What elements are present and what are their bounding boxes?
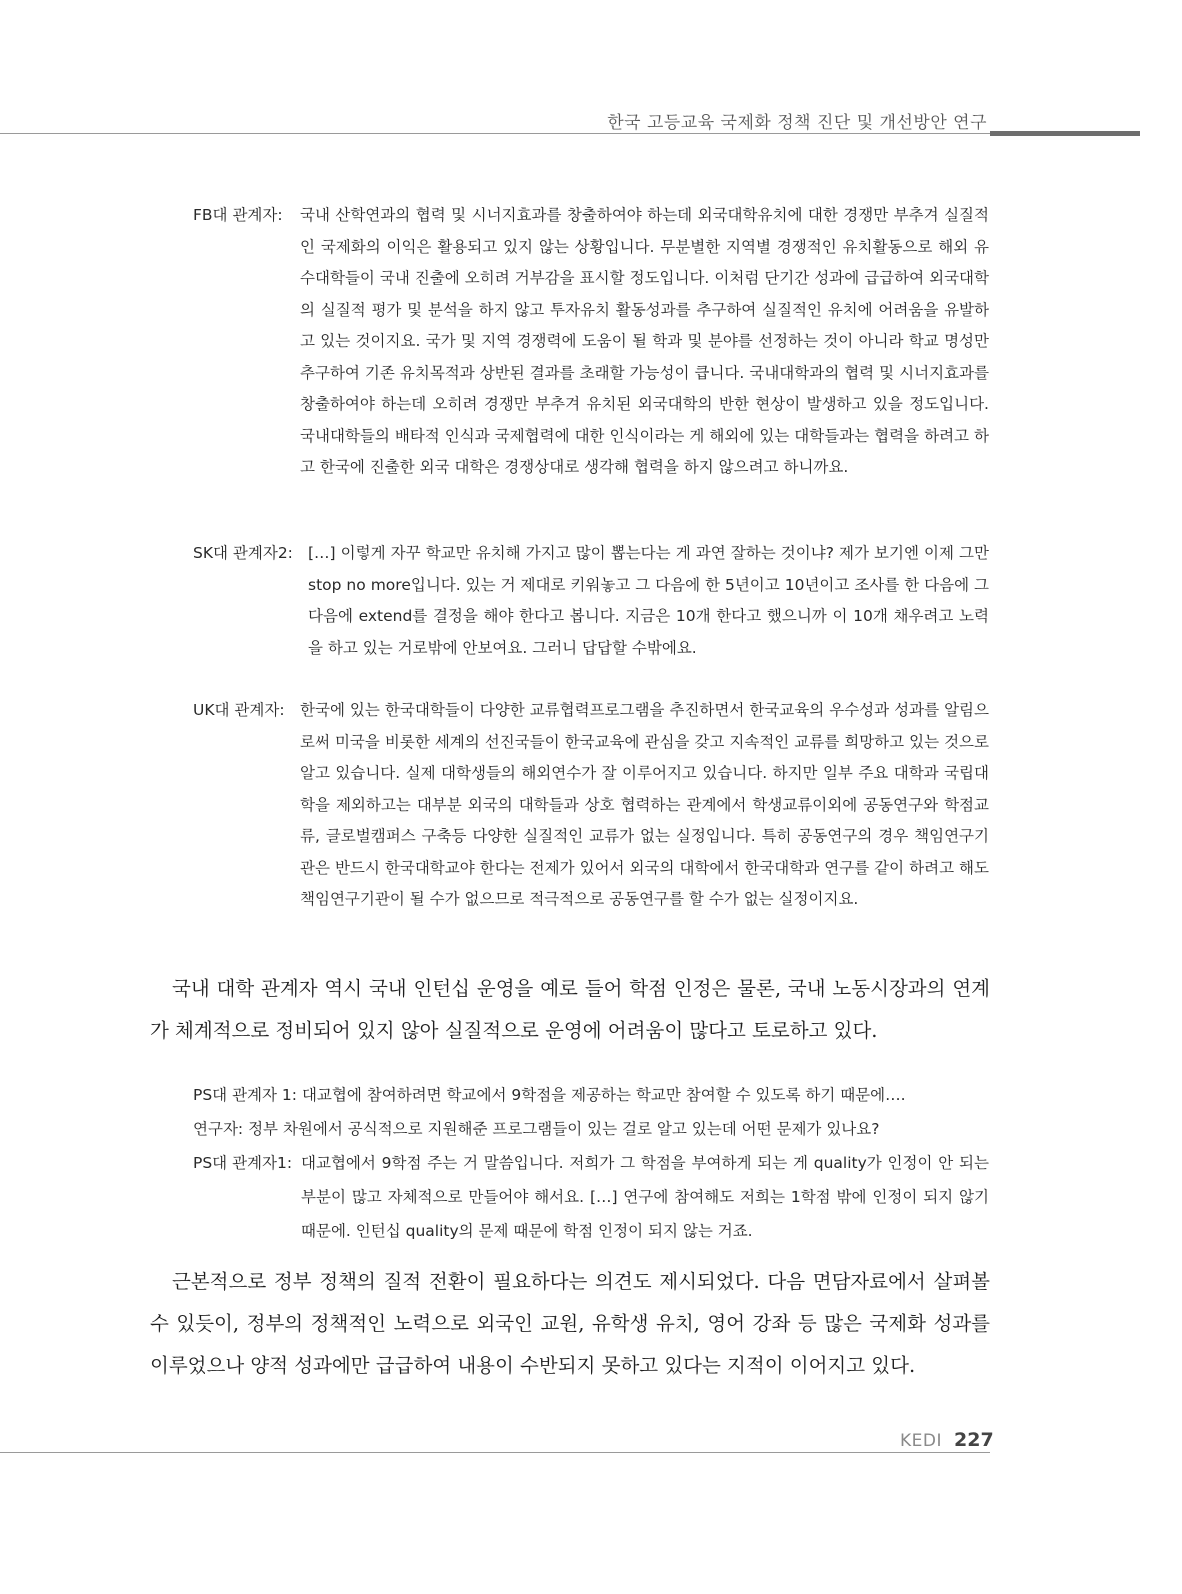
dialogue-line: PS대 관계자 1: 대교협에 참여하려면 학교에서 9학점을 제공하는 학교만 참여할 수 있도록 하기 때문에…. bbox=[193, 1086, 906, 1104]
body-paragraph: 국내 대학 관계자 역시 국내 인턴십 운영을 예로 들어 학점 인정은 물론, 국내 노동시장과의 연계가 체계적으로 정비되어 있지 않아 실질적으로 운영에 어려움이 많다고 토로하고 있다. bbox=[150, 977, 990, 1042]
interview-quote-uk bbox=[193, 695, 989, 916]
quote-speaker: UK대 관계자: bbox=[193, 701, 285, 719]
footer-publisher: KEDI bbox=[900, 1431, 942, 1451]
page-number: 227 bbox=[954, 1429, 994, 1451]
quote-speaker: PS대 관계자1: bbox=[193, 1154, 293, 1172]
quote-speaker: FB대 관계자: bbox=[193, 206, 283, 224]
interview-quote-fb bbox=[193, 200, 989, 484]
quote-text: […] 이렇게 자꾸 학교만 유치해 가지고 많이 뽑는다는 게 과연 잘하는 것이냐? 제가 보기엔 이제 그만 stop no more입니다. 있는 거 제대로 키워놓고 그 다음에 한 5년이고 10년이고 조사를 한 다음에 그다음에 extend를 결정을 해야 한다고 봅니다. 지금은 10개 한다고 했으니까 이 10개 채우려고 노력을 하고 있는 거로밖에 안보여요. 그러니 답답할 수밖에요. bbox=[308, 544, 989, 657]
interview-quote-sk bbox=[193, 538, 989, 664]
quote-speaker: SK대 관계자2: bbox=[193, 544, 293, 562]
dialogue-line: 연구자: 정부 차원에서 공식적으로 지원해준 프로그램들이 있는 걸로 알고 있는데 어떤 문제가 있나요? bbox=[193, 1120, 880, 1138]
quote-text: 한국에 있는 한국대학들이 다양한 교류협력프로그램을 추진하면서 한국교육의 우수성과 성과를 알림으로써 미국을 비롯한 세계의 선진국들이 한국교육에 관심을 갖고 지속적인 교류를 희망하고 있는 것으로 알고 있습니다. 실제 대학생들의 해외연수가 잘 이루어지고 있습니다. 하지만 일부 주요 대학과 국립대학을 제외하고는 대부분 외국의 대학들과 상호 협력하는 관계에서 학생교류이외에 공동연구와 학점교류, 글로벌캠퍼스 구축등 다양한 실질적인 교류가 없는 실정입니다. 특히 공동연구의 경우 책임연구기관은 반드시 한국대학교야 한다는 전제가 있어서 외국의 대학에서 한국대학과 연구를 같이 하려고 해도 책임연구기관이 될 수가 없으므로 적극적으로 공동연구를 할 수가 없는 실정이지요. bbox=[300, 701, 989, 908]
header-rule-accent bbox=[990, 131, 1140, 136]
running-header-title: 한국 고등교육 국제화 정책 진단 및 개선방안 연구 bbox=[607, 113, 987, 133]
header-rule bbox=[0, 133, 990, 134]
quote-text: 대교협에서 9학점 주는 거 말씀입니다. 저희가 그 학점을 부여하게 되는 게 quality가 인정이 안 되는 부분이 많고 자체적으로 만들어야 해서요. […] 연구에 참여해도 저희는 1학점 밖에 인정이 되지 않기 때문에. 인턴십 quality의 문제 때문에 학점 인정이 되지 않는 거죠. bbox=[301, 1154, 989, 1240]
body-paragraph: 근본적으로 정부 정책의 질적 전환이 필요하다는 의견도 제시되었다. 다음 면담자료에서 살펴볼 수 있듯이, 정부의 정책적인 노력으로 외국인 교원, 유학생 유치, 영어 강좌 등 많은 국제화 성과를 이루었으나 양적 성과에만 급급하여 내용이 수반되지 못하고 있다는 지적이 이어지고 있다. bbox=[150, 1270, 990, 1377]
quote-text: 국내 산학연과의 협력 및 시너지효과를 창출하여야 하는데 외국대학유치에 대한 경쟁만 부추겨 실질적인 국제화의 이익은 활용되고 있지 않는 상황입니다. 무분별한 지역별 경쟁적인 유치활동으로 해외 유수대학들이 국내 진출에 오히려 거부감을 표시할 정도입니다. 이처럼 단기간 성과에 급급하여 외국대학의 실질적 평가 및 분석을 하지 않고 투자유치 활동성과를 추구하여 실질적인 유치에 어려움을 유발하고 있는 것이지요. 국가 및 지역 경쟁력에 도움이 될 학과 및 분야를 선정하는 것이 아니라 학교 명성만 추구하여 기존 유치목적과 상반된 결과를 초래할 가능성이 큽니다. 국내대학과의 협력 및 시너지효과를 창출하여야 하는데 오히려 경쟁만 부추겨 유치된 외국대학의 반한 현상이 발생하고 있을 정도입니다. 국내대학들의 배타적 인식과 국제협력에 대한 인식이라는 게 해외에 있는 대학들과는 협력을 하려고 하고 한국에 진출한 외국 대학은 경쟁상대로 생각해 협력을 하지 않으려고 하니까요. bbox=[300, 206, 989, 476]
interview-dialogue-ps bbox=[193, 1078, 989, 1248]
footer-rule bbox=[0, 1452, 990, 1453]
